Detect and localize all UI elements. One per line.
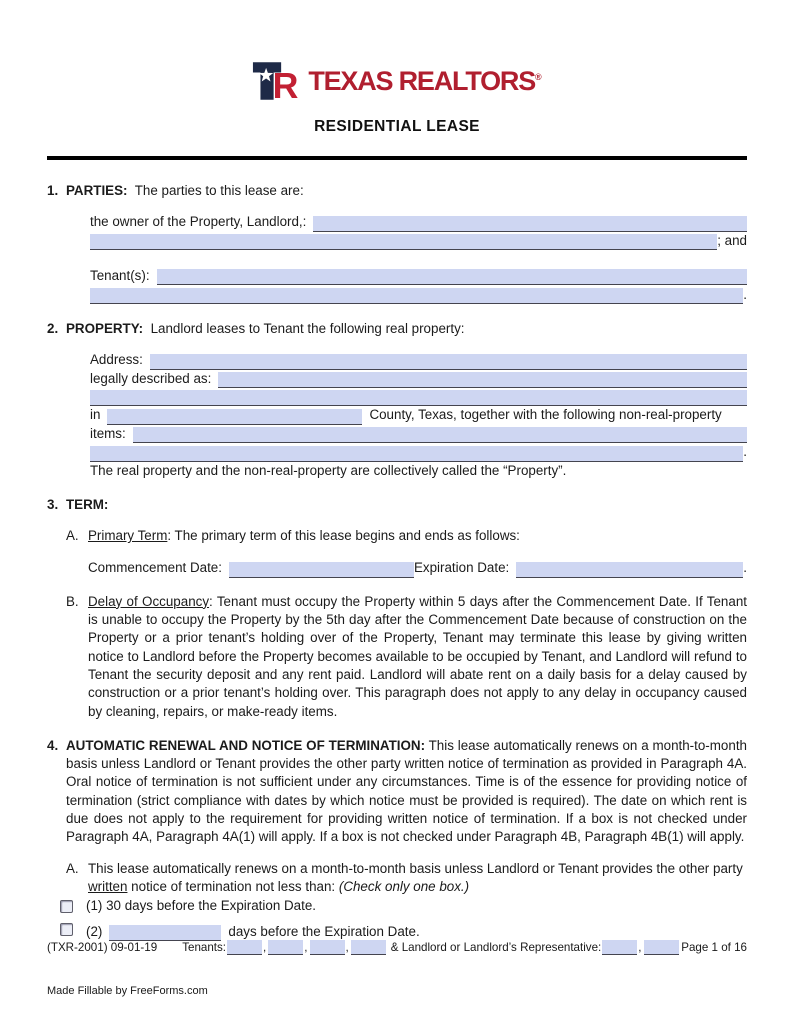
svg-text:R: R [272,65,299,102]
comma: , [263,941,267,954]
document-title: RESIDENTIAL LEASE [314,118,480,135]
section-parties [47,182,747,304]
renewal-days-field[interactable] [109,925,221,941]
legal-description-field-2[interactable] [90,390,747,406]
expiration-date-label: Expiration Date: [413,560,510,576]
items-suffix: . [743,444,747,460]
county-prefix: in [90,407,101,423]
items-field-2[interactable] [90,446,743,462]
option2-suffix: days before the Expiration Date. [228,923,420,939]
option2-checkbox[interactable] [60,923,73,936]
address-field[interactable] [150,354,747,370]
tenant-initials-field-4[interactable] [351,940,386,955]
section-renewal [47,737,747,941]
page-footer [47,940,747,955]
section-number: 2. [47,320,59,336]
page-number: Page 1 of 16 [681,941,747,954]
legal-description-field-1[interactable] [218,372,747,388]
commencement-date-field[interactable] [229,562,414,578]
renewal-a [66,860,747,897]
option2-prefix: (2) [86,923,103,939]
logo [47,58,747,104]
landlord-initials-field-1[interactable] [602,940,637,955]
renewal-option-2 [60,920,747,941]
county-suffix: County, Texas, together with the following non-real-property [369,407,722,423]
landlord-suffix: ; and [717,232,747,248]
landlord-initials-field-2[interactable] [644,940,679,955]
section-number: 4. [47,737,59,753]
renewal-option-1 [60,897,747,918]
texas-realtors-tr-icon [252,60,299,102]
comma: , [304,941,308,954]
tenants-label: Tenant(s): [90,268,150,284]
expiration-date-field[interactable] [516,562,743,578]
expiration-suffix: . [743,560,747,576]
tenant-names-field-1[interactable] [157,269,747,285]
primary-term-line: Primary Term: The primary term of this lease begins and ends as follows: [88,528,520,544]
sub-letter: A. [66,860,79,876]
comma: , [638,941,642,954]
comma: , [345,941,349,954]
tenant-suffix: . [743,286,747,302]
term-primary [66,527,747,578]
renewal-paragraph: AUTOMATIC RENEWAL AND NOTICE OF TERMINATION: This lease automatically renews on a month-to-month basis unless Landlord or Tenant provides the other party written notice of termination as provided in Paragraph 4A. Oral notice of termination is not sufficient under any circumstances. Time is of the essence for providing notice of termination (strict compliance with dates by which notice must be provided is required). The date on which rent is due does not apply to the requirement for providing written notice of termination. If a box is not checked under Paragraph 4A, Paragraph 4A(1) will apply. If a box is not checked under Paragraph 4B, Paragraph 4B(1) will apply. [66,737,747,845]
option1-label: (1) 30 days before the Expiration Date. [86,898,317,914]
sub-letter: B. [66,593,79,609]
delay-of-occupancy-paragraph: Delay of Occupancy: Tenant must occupy the Property within 5 days after the Commencement Date. If Tenant is unable to occupy the Property by the 5th day after the Commencement Date because of construction on the Property or a prior tenant’s holding over of the Property, Tenant may terminate this lease by giving written notice to Landlord before the Property becomes available to be occupied by Tenant, and Landlord will refund to Tenant the security deposit and any rent paid. Landlord will abate rent on a daily basis for a delay caused by construction or a prior tenant’s holding over. This paragraph does not apply to any delay in occupancy caused by cleaning, repairs, or make-ready items. [88,593,747,719]
tenant-initials-cluster [182,940,678,955]
section-heading-line: PARTIES: The parties to this lease are: [66,183,304,198]
tenant-initials-field-2[interactable] [268,940,303,955]
landlord-initials-label: & Landlord or Landlord’s Representative: [390,941,602,954]
renewal-a-text: This lease automatically renews on a month-to-month basis unless Landlord or Tenant provides the other party written notice of termination not less than: (Check only one box.) [88,860,743,894]
tenant-initials-field-1[interactable] [227,940,262,955]
option1-checkbox[interactable] [60,900,73,913]
legal-description-label: legally described as: [90,370,212,386]
tenant-names-field-2[interactable] [90,288,743,304]
section-number: 3. [47,496,59,512]
collective-note: The real property and the non-real-property are collectively called the “Property”. [90,462,567,478]
landlord-name-field-2[interactable] [90,234,717,250]
fillable-credit: Made Fillable by FreeForms.com [47,985,208,997]
header-divider [47,156,747,160]
term-delay [66,593,747,721]
logo-wordmark: TEXAS REALTORS® [308,65,542,96]
section-heading-line: PROPERTY: Landlord leases to Tenant the following real property: [66,320,465,336]
section-term [47,496,747,721]
tenants-initials-label: Tenants: [182,941,227,954]
commencement-date-label: Commencement Date: [88,560,222,576]
section-property [47,320,747,480]
registered-mark: ® [535,71,542,82]
section-number: 1. [47,183,59,198]
tenant-initials-field-3[interactable] [310,940,345,955]
address-label: Address: [90,352,143,368]
section-heading-line: TERM: [66,496,109,512]
landlord-name-field-1[interactable] [313,216,747,232]
county-field[interactable] [107,409,362,425]
items-label: items: [90,425,126,441]
landlord-label: the owner of the Property, Landlord,: [90,214,307,230]
sub-letter: A. [66,528,79,544]
form-code: (TXR-2001) 09-01-19 [47,941,158,954]
items-field-1[interactable] [133,427,747,443]
